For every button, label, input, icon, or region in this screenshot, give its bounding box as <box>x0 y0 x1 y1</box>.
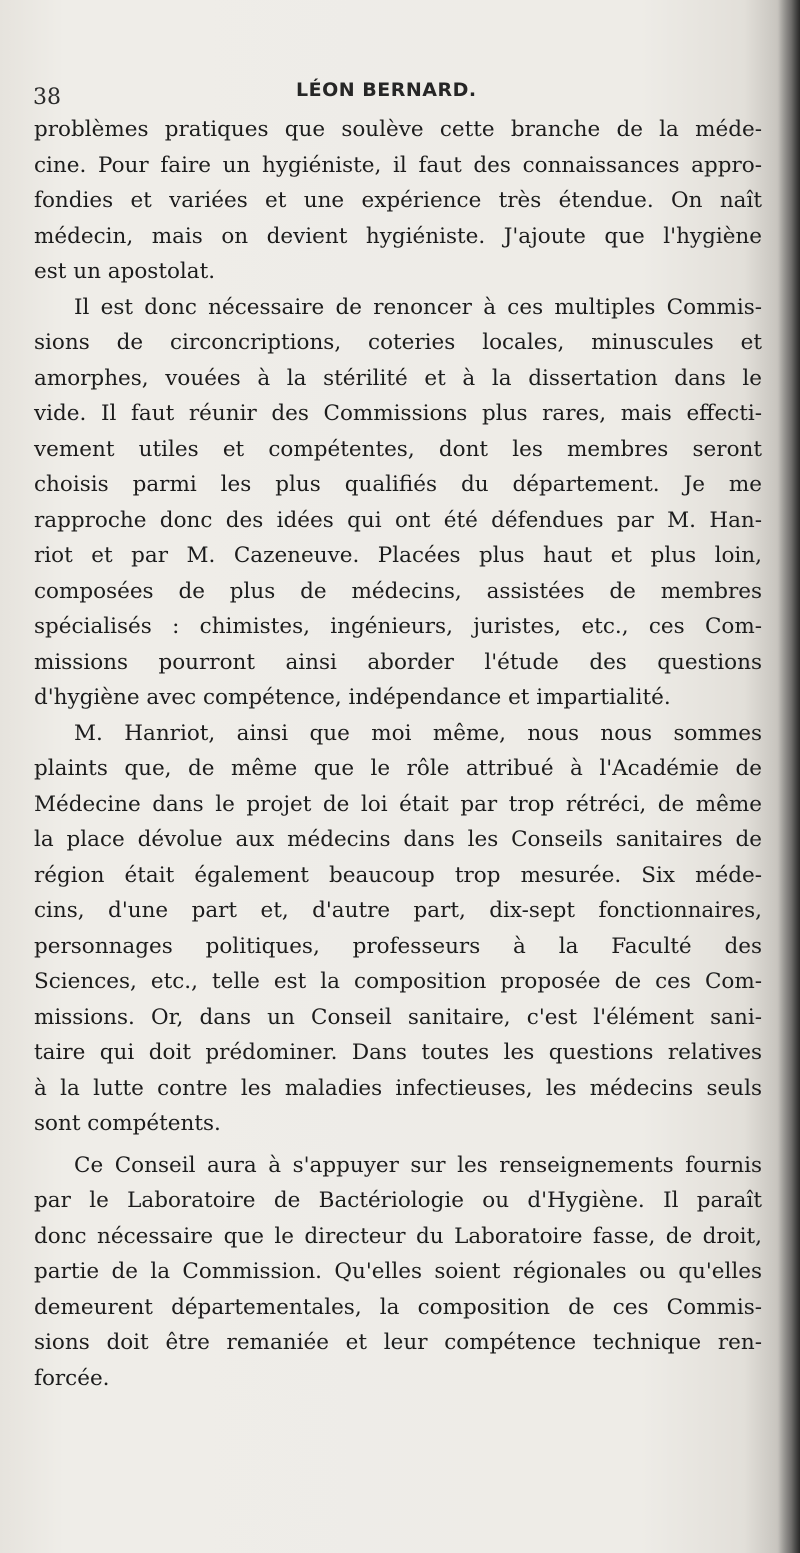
text-line: rapproche donc des idées qui ont été défendues par M. Han- <box>34 507 762 533</box>
text-line: sions doit être remaniée et leur compétence technique ren- <box>34 1330 762 1355</box>
text-line: choisis parmi les plus qualifiés du département. Je me <box>34 472 762 497</box>
text-line: Sciences, etc., telle est la composition proposée de ces Com- <box>34 969 762 994</box>
text-line: riot et par M. Cazeneuve. Placées plus haut et plus loin, <box>34 543 762 568</box>
text-line: cine. Pour faire un hygiéniste, il faut des connaissances appro- <box>34 152 762 178</box>
text-line: par le Laboratoire de Bactériologie ou d'Hygiène. Il paraît <box>34 1188 762 1213</box>
text-line: missions pourront ainsi aborder l'étude des questions <box>34 649 762 675</box>
text-line: amorphes, vouées à la stérilité et à la dissertation dans le <box>34 365 762 391</box>
text-line: composées de plus de médecins, assistées de membres <box>34 578 762 604</box>
text-line: fondies et variées et une expérience très étendue. On naît <box>34 188 762 213</box>
paragraph-4 <box>34 1148 762 1397</box>
text-line: personnages politiques, professeurs à la Faculté des <box>34 933 762 959</box>
text-line: problèmes pratiques que soulève cette branche de la méde- <box>34 117 762 142</box>
text-line: M. Hanriot, ainsi que moi même, nous nous sommes <box>74 720 762 746</box>
text-line: vide. Il faut réunir des Commissions plus rares, mais effecti- <box>34 401 762 426</box>
text-line: plaints que, de même que le rôle attribué à l'Académie de <box>34 756 762 781</box>
text-line: spécialisés : chimistes, ingénieurs, juristes, etc., ces Com- <box>34 614 762 639</box>
text-line: Médecine dans le projet de loi était par trop rétréci, de même <box>34 791 762 817</box>
text-line: région était également beaucoup trop mesurée. Six méde- <box>34 862 762 888</box>
paragraph-1 <box>34 112 762 290</box>
text-line: d'hygiène avec compétence, indépendance et impartialité. <box>34 685 671 710</box>
text-line: demeurent départementales, la composition de ces Commis- <box>34 1294 762 1320</box>
text-line: sont compétents. <box>34 1111 221 1136</box>
text-line: vement utiles et compétentes, dont les membres seront <box>34 436 762 462</box>
page-number: 38 <box>33 85 61 110</box>
body-text <box>34 112 762 1396</box>
text-line: Ce Conseil aura à s'appuyer sur les renseignements fournis <box>74 1152 762 1178</box>
text-line: forcée. <box>34 1365 110 1391</box>
text-line: partie de la Commission. Qu'elles soient régionales ou qu'elles <box>34 1259 762 1284</box>
text-line: donc nécessaire que le directeur du Laboratoire fasse, de droit, <box>34 1223 762 1249</box>
text-line: médecin, mais on devient hygiéniste. J'ajoute que l'hygiène <box>34 223 762 249</box>
text-line: Il est donc nécessaire de renoncer à ces multiples Commis- <box>74 294 762 320</box>
paragraph-3 <box>34 716 762 1142</box>
text-line: sions de circoncriptions, coteries locales, minuscules et <box>34 330 762 355</box>
running-head: LÉON BERNARD. <box>296 79 477 101</box>
text-line: la place dévolue aux médecins dans les Conseils sanitaires de <box>34 827 762 852</box>
paragraph-2 <box>34 290 762 716</box>
text-line: à la lutte contre les maladies infectieuses, les médecins seuls <box>34 1075 762 1101</box>
text-line: cins, d'une part et, d'autre part, dix-sept fonctionnaires, <box>34 898 762 923</box>
text-line: est un apostolat. <box>34 259 216 284</box>
text-line: missions. Or, dans un Conseil sanitaire, c'est l'élément sani- <box>34 1004 762 1030</box>
text-line: taire qui doit prédominer. Dans toutes les questions relatives <box>34 1040 762 1065</box>
